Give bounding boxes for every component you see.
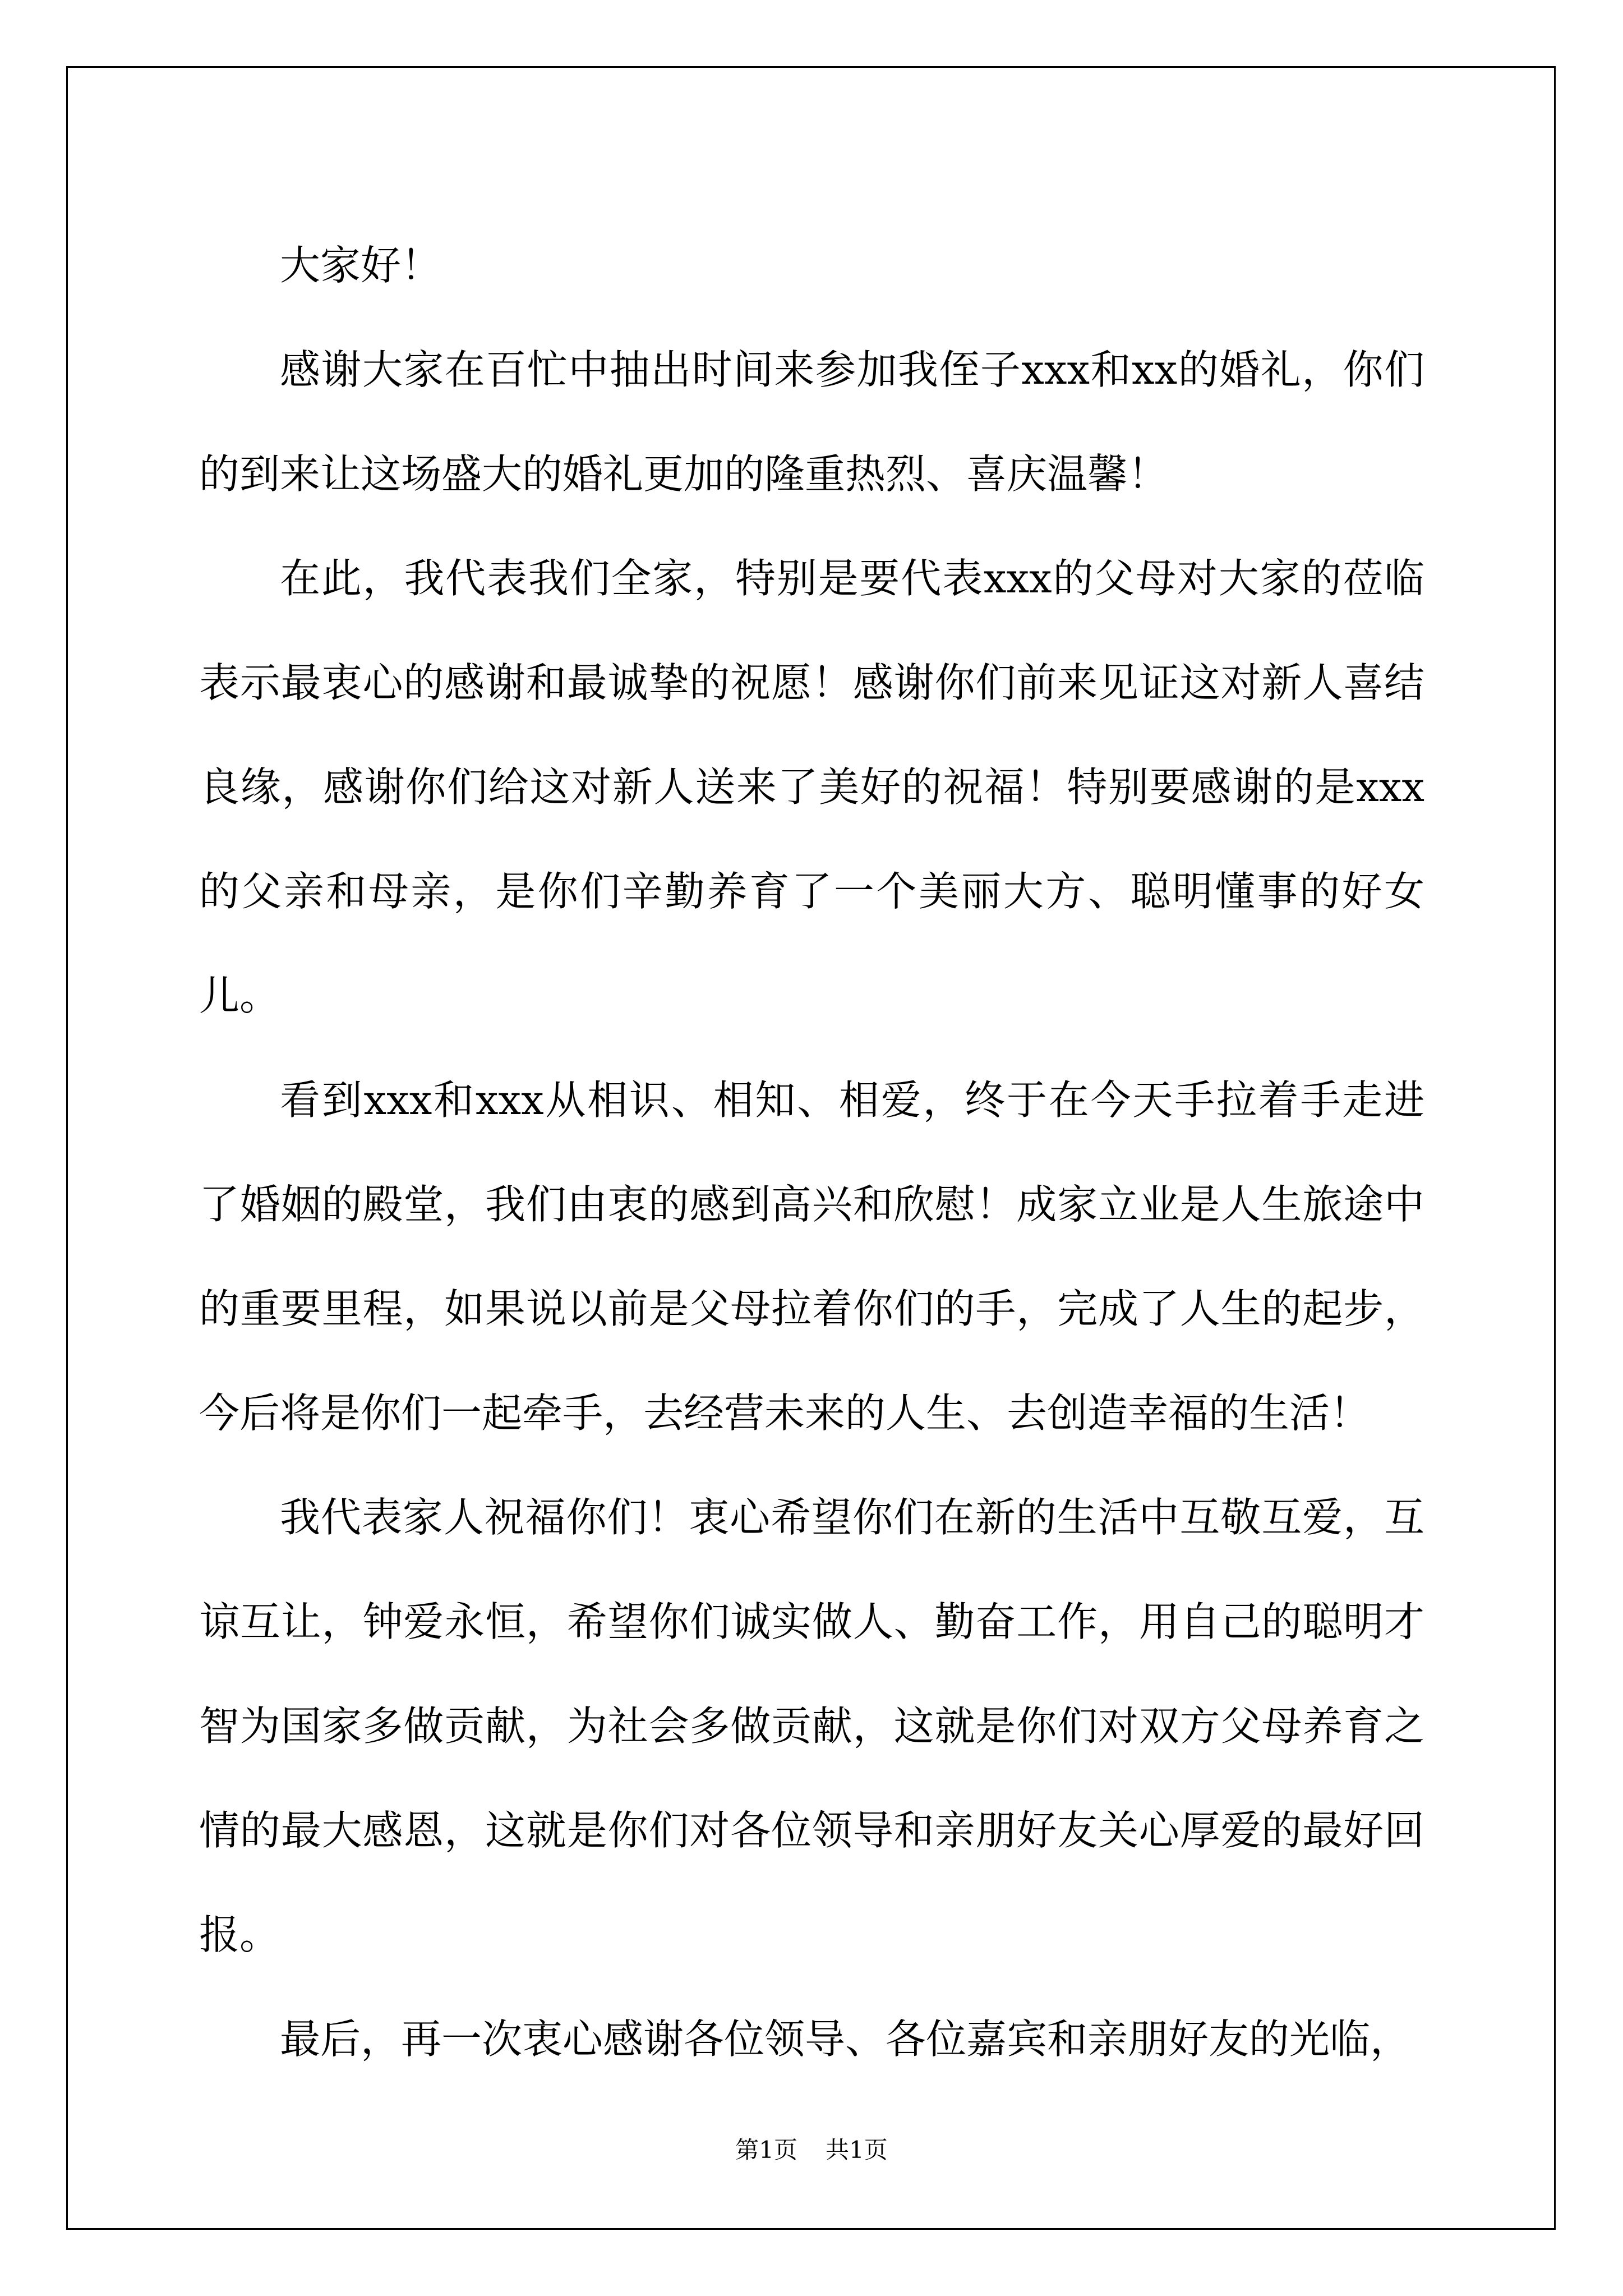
page-number-current: 第1页	[735, 2136, 797, 2164]
page-footer	[0, 2133, 1623, 2167]
paragraph-marriage: 看到xxx和xxx从相识、相知、相爱，终于在今天手拉着手走进了婚姻的殿堂，我们由衷的感到高兴和欣慰！成家立业是人生旅途中的重要里程，如果说以前是父母拉着你们的手，完成了人生的起步，今后将是你们一起牵手，去经营未来的人生、去创造幸福的生活！	[199, 1076, 1424, 1437]
paragraph-representation: 在此，我代表我们全家，特别是要代表xxx的父母对大家的莅临表示最衷心的感谢和最诚挚的祝愿！感谢你们前来见证这对新人喜结良缘，感谢你们给这对新人送来了美好的祝福！特别要感谢的是xxx的父亲和母亲，是你们辛勤养育了一个美丽大方、聪明懂事的好女儿。	[199, 555, 1424, 1019]
paragraph-blessing: 我代表家人祝福你们！衷心希望你们在新的生活中互敬互爱，互谅互让，钟爱永恒，希望你们诚实做人、勤奋工作，用自己的聪明才智为国家多做贡献，为社会多做贡献，这就是你们对双方父母养育之情的最大感恩，这就是你们对各位领导和亲朋好友关心厚爱的最好回报。	[199, 1494, 1424, 1958]
page-number-total: 共1页	[826, 2136, 888, 2164]
paragraph-closing: 最后，再一次衷心感谢各位领导、各位嘉宾和亲朋好友的光临，	[280, 2016, 1411, 2063]
paragraph-greeting: 大家好！	[280, 242, 442, 289]
document-body	[199, 213, 1424, 2091]
paragraph-thanks: 感谢大家在百忙中抽出时间来参加我侄子xxx和xx的婚礼，你们的到来让这场盛大的婚礼更加的隆重热烈、喜庆温馨！	[199, 346, 1424, 498]
